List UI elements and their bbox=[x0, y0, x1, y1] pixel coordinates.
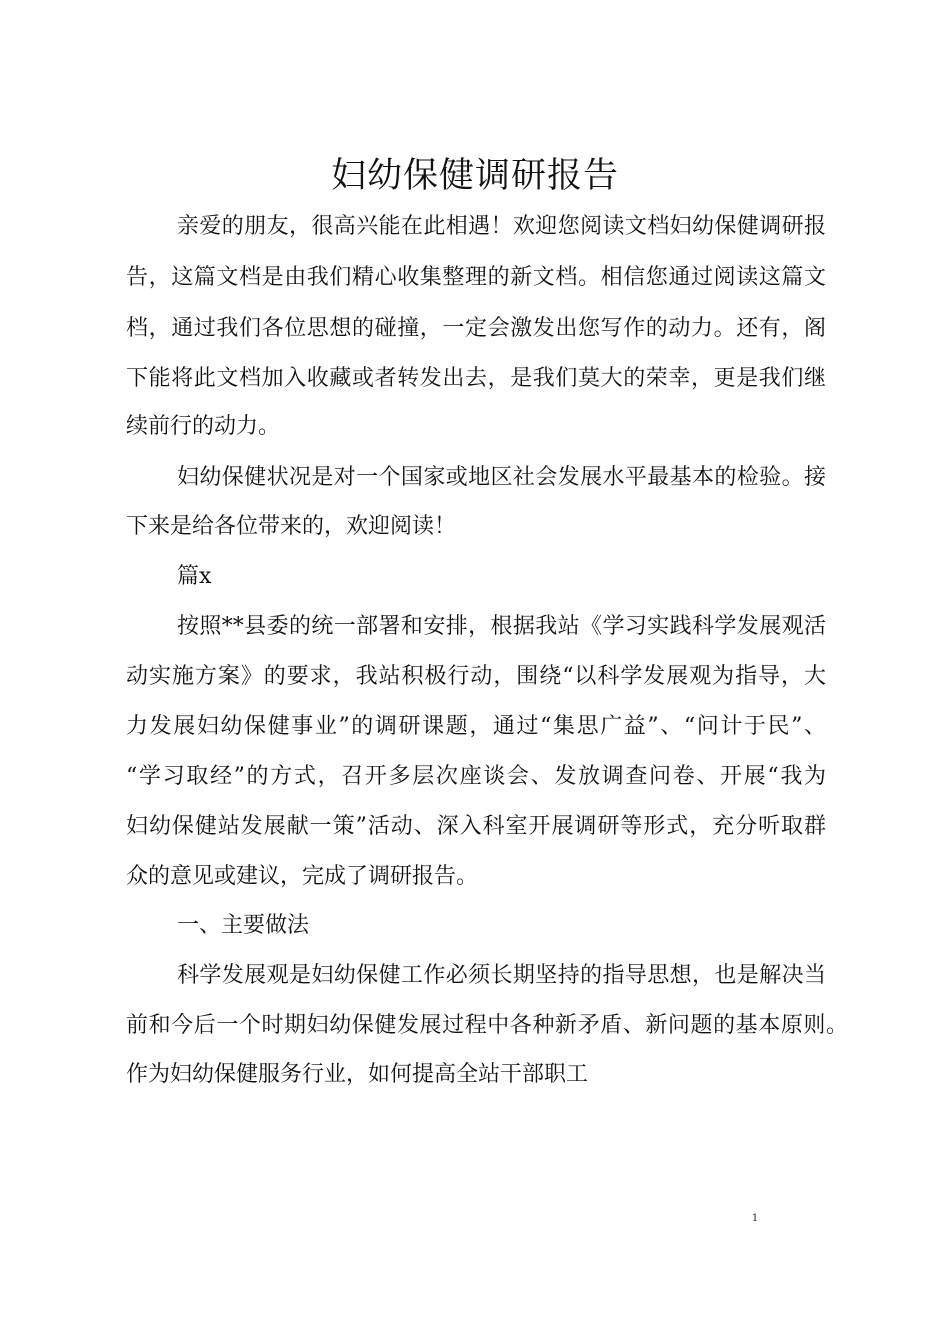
paragraph-line: 作为妇幼保健服务行业，如何提高全站干部职工 bbox=[126, 1062, 589, 1087]
paragraph-line: 妇幼保健站发展献一策”活动、深入科室开展调研等形式，充分听取群 bbox=[126, 814, 826, 839]
paragraph-line: 动实施方案》的要求，我站积极行动，围绕“以科学发展观为指导，大 bbox=[126, 664, 826, 689]
section-marker: 篇x bbox=[177, 564, 212, 589]
paragraph-line: 科学发展观是妇幼保健工作必须长期坚持的指导思想，也是解决当 bbox=[177, 963, 826, 988]
page-number: 1 bbox=[751, 1213, 759, 1224]
section-heading: 一、主要做法 bbox=[177, 913, 310, 938]
paragraph-line: 按照**县委的统一部署和安排，根据我站《学习实践科学发展观活 bbox=[177, 614, 826, 639]
paragraph-line: 告，这篇文档是由我们精心收集整理的新文档。相信您通过阅读这篇文 bbox=[126, 265, 826, 290]
paragraph-line: 前和今后一个时期妇幼保健发展过程中各种新矛盾、新问题的基本原则。 bbox=[126, 1013, 848, 1038]
paragraph-line: 续前行的动力。 bbox=[126, 414, 281, 439]
paragraph-line: “学习取经”的方式，召开多层次座谈会、发放调查问卷、开展“我为 bbox=[126, 764, 826, 789]
paragraph-line: 下来是给各位带来的，欢迎阅读！ bbox=[126, 514, 457, 539]
paragraph-line: 众的意见或建议，完成了调研报告。 bbox=[126, 864, 479, 889]
paragraph-line: 下能将此文档加入收藏或者转发出去，是我们莫大的荣幸，更是我们继 bbox=[126, 366, 826, 391]
paragraph-line: 妇幼保健状况是对一个国家或地区社会发展水平最基本的检验。接 bbox=[177, 465, 826, 490]
document-title: 妇幼保健调研报告 bbox=[330, 156, 619, 196]
paragraph-line: 亲爱的朋友，很高兴能在此相遇！欢迎您阅读文档妇幼保健调研报 bbox=[177, 214, 826, 239]
paragraph-line: 档，通过我们各位思想的碰撞，一定会激发出您写作的动力。还有，阁 bbox=[126, 316, 826, 341]
paragraph-line: 力发展妇幼保健事业”的调研课题，通过“集思广益”、“问计于民”、 bbox=[126, 714, 826, 739]
